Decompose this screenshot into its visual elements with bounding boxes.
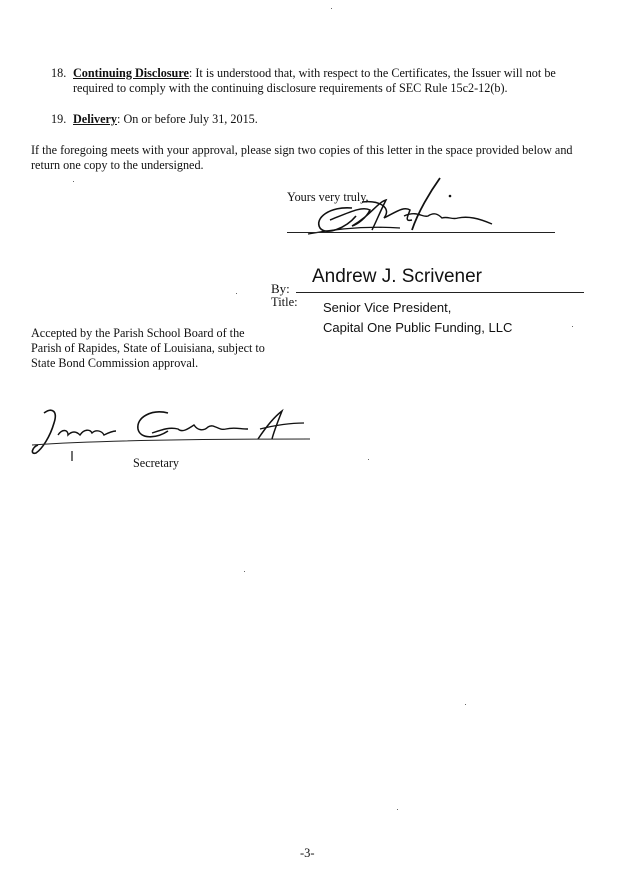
scan-speck [331, 8, 332, 9]
scan-speck [73, 181, 74, 182]
item-separator: : [188, 66, 193, 80]
item-heading: Delivery [73, 112, 117, 126]
item-number: 19. [51, 112, 67, 126]
scan-speck [236, 293, 237, 294]
title-label: Title: [271, 295, 298, 309]
closing-salutation: Yours very truly, [287, 190, 369, 204]
item-separator: : [117, 112, 121, 126]
signatory-company: Capital One Public Funding, LLC [323, 320, 513, 335]
item-text: It is understood that, with respect to the Certificates, the Issuer will not be required to comply with the continuing disclosure requirements of SEC Rule 15c2-12(b). [73, 66, 556, 95]
by-label: By: [271, 281, 290, 296]
scan-speck [368, 459, 369, 460]
signatory-name: Andrew J. Scrivener [312, 266, 483, 287]
scan-speck [397, 809, 398, 810]
acceptance-statement: Accepted by the Parish School Board of the Parish of Rapides, State of Louisiana, subject to State Bond Commission approval. [31, 326, 265, 370]
signature-line [287, 232, 555, 233]
page-number: -3- [300, 846, 315, 860]
scan-speck [244, 571, 245, 572]
name-line [296, 292, 584, 293]
item-continuing-disclosure [51, 66, 591, 96]
closing-paragraph: If the foregoing meets with your approval, please sign two copies of this letter in the space provided below and return one copy to the undersigned. [31, 143, 573, 172]
secretary-label: Secretary [133, 456, 180, 470]
item-number: 18. [51, 66, 67, 80]
item-delivery [51, 112, 591, 127]
item-text: On or before July 31, 2015. [120, 112, 258, 126]
scan-speck [572, 326, 573, 327]
signatory-title: Senior Vice President, [323, 300, 452, 315]
item-heading: Continuing Disclosure [73, 66, 189, 80]
scan-speck [465, 704, 466, 705]
